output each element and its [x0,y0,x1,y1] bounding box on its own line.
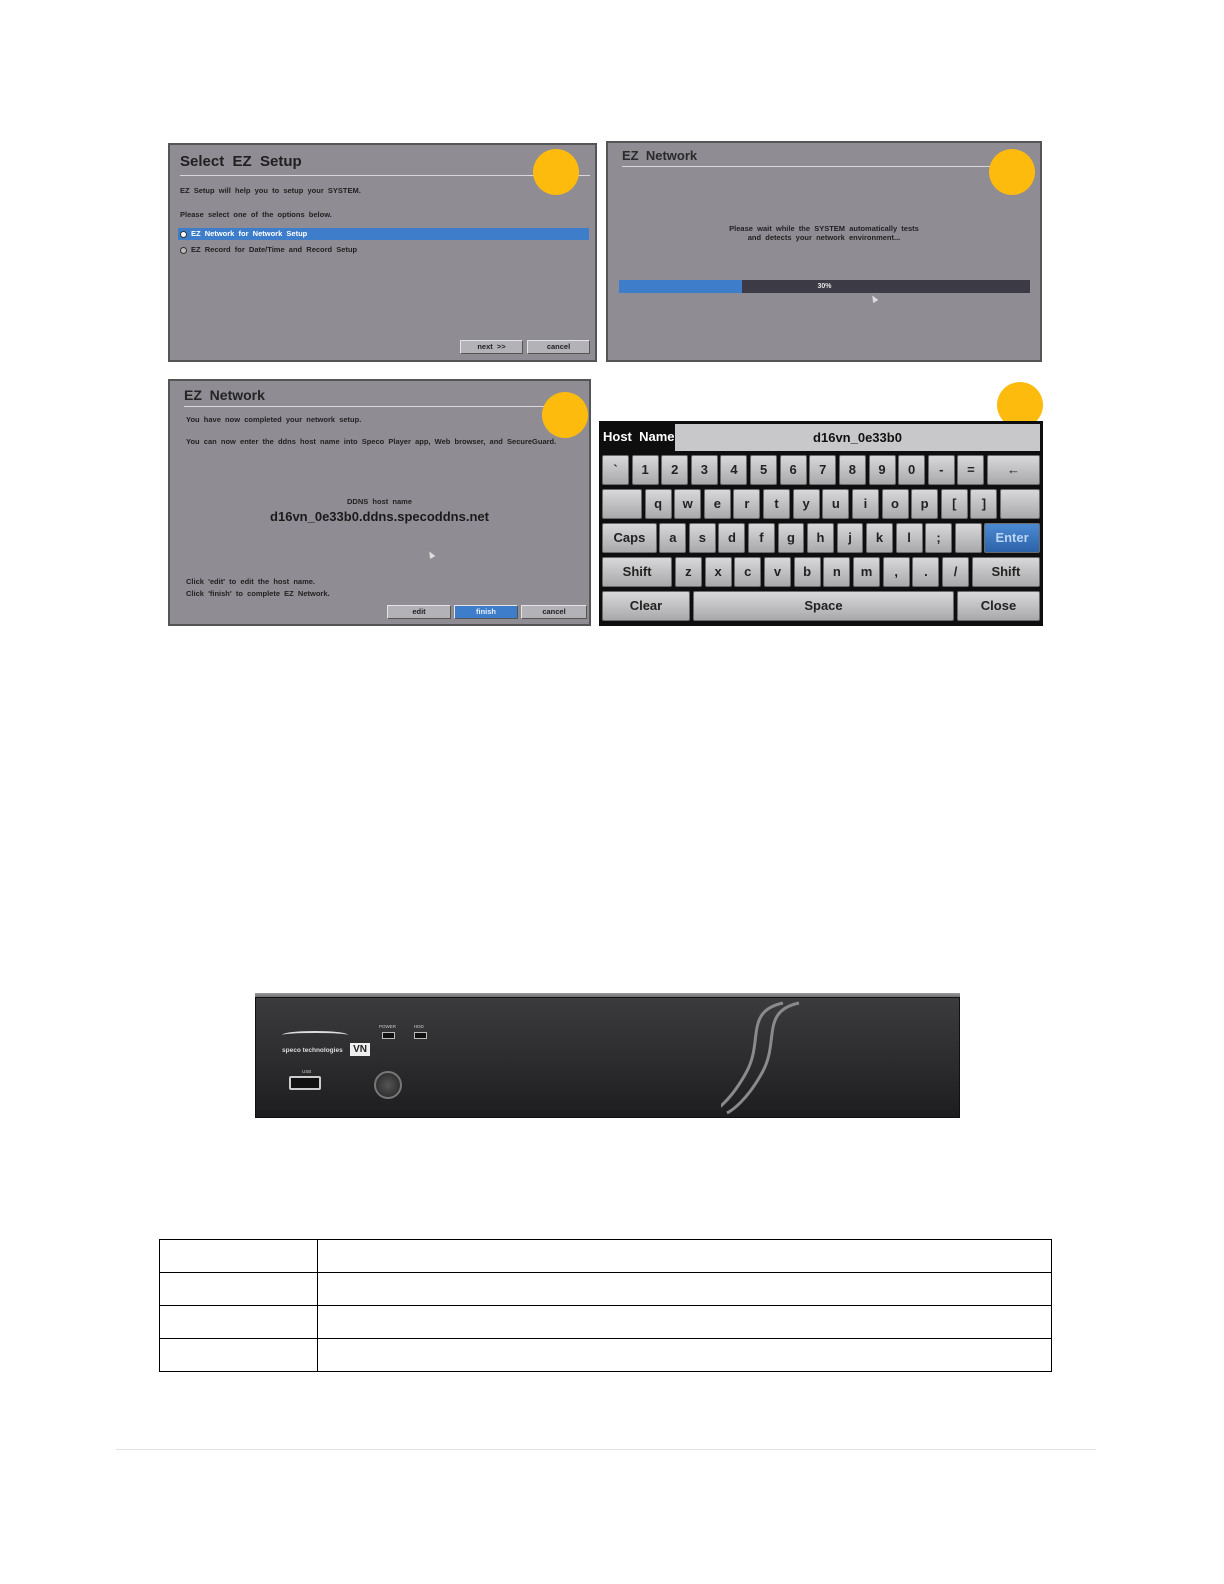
power-led-label: POWER [379,1024,397,1029]
key-caps[interactable]: Caps [602,523,657,553]
key-k[interactable]: k [866,523,893,553]
key-i[interactable]: i [852,489,879,519]
table-cell [318,1306,1052,1339]
table-row [160,1240,1052,1273]
key-period[interactable]: . [912,557,939,587]
key-clear[interactable]: Clear [602,591,690,621]
key-w[interactable]: w [674,489,701,519]
key-h[interactable]: h [807,523,834,553]
brand-swoosh [282,1031,348,1039]
brand-logo [282,1031,370,1057]
table-row [160,1306,1052,1339]
key-backtick[interactable]: ` [602,455,629,485]
panel-title: Select EZ Setup [180,153,302,170]
panel-title: EZ Network [622,148,698,163]
key-s[interactable]: s [689,523,716,553]
option-ez-record[interactable] [178,244,589,256]
key-7[interactable]: 7 [809,455,836,485]
s-curve-emblem [721,1001,811,1116]
key-blank[interactable] [955,523,982,553]
mouse-cursor-icon [427,550,436,559]
key-x[interactable]: x [705,557,732,587]
key-2[interactable]: 2 [661,455,688,485]
option-label: EZ Network for Network Setup [191,229,308,238]
key-p[interactable]: p [911,489,938,519]
cancel-button[interactable]: cancel [527,340,590,354]
select-ez-setup-panel [168,143,597,362]
key-y[interactable]: y [793,489,820,519]
power-led [382,1032,395,1039]
usb-label: USB [302,1069,312,1074]
table-cell [318,1273,1052,1306]
key-m[interactable]: m [853,557,880,587]
host-name-input[interactable]: d16vn_0e33b0 [675,424,1040,451]
step-marker [989,149,1035,195]
key-space[interactable]: Space [693,591,955,621]
prompt-text: Please select one of the options below. [180,210,332,219]
key-l[interactable]: l [896,523,923,553]
key-u[interactable]: u [822,489,849,519]
completed-text: You have now completed your network setup. [186,415,362,424]
key-v[interactable]: v [764,557,791,587]
radio-selected-icon [180,231,187,238]
progress-bar [619,280,1030,293]
next-button[interactable]: next >> [460,340,523,354]
key-4[interactable]: 4 [720,455,747,485]
ez-network-progress-panel [606,141,1042,362]
key-right-bracket[interactable]: ] [970,489,997,519]
hdd-led [414,1032,427,1039]
title-divider [622,166,1032,167]
key-n[interactable]: n [823,557,850,587]
finish-button[interactable]: finish [454,605,518,619]
dvr-front-panel [255,993,960,1118]
host-name-label: Host Name [603,429,675,444]
key-minus[interactable]: - [928,455,955,485]
key-e[interactable]: e [704,489,731,519]
key-9[interactable]: 9 [869,455,896,485]
ez-network-complete-panel [168,379,591,626]
on-screen-keyboard [599,421,1043,626]
key-6[interactable]: 6 [780,455,807,485]
key-o[interactable]: o [882,489,909,519]
key-z[interactable]: z [675,557,702,587]
table-cell [318,1240,1052,1273]
key-g[interactable]: g [778,523,805,553]
option-ez-network[interactable] [178,228,589,240]
key-j[interactable]: j [837,523,864,553]
edit-hint: Click 'edit' to edit the host name. [186,577,316,586]
step-marker [542,392,588,438]
key-shift[interactable]: Shift [972,557,1040,587]
key-t[interactable]: t [763,489,790,519]
key-enter[interactable]: Enter [984,523,1040,553]
usb-port-icon [289,1076,321,1090]
panel-title: EZ Network [184,387,265,403]
key-equals[interactable]: = [957,455,984,485]
spec-table [159,1239,1052,1372]
cancel-button[interactable]: cancel [521,605,587,619]
table-cell [160,1240,318,1273]
ddns-label: DDNS host name [346,497,412,506]
radio-icon [180,247,187,254]
mouse-cursor-icon [870,294,879,303]
table-cell [160,1339,318,1372]
edit-button[interactable]: edit [387,605,451,619]
title-divider [180,175,590,176]
hdd-led-label: HDD [414,1024,424,1029]
wait-message-line2: and detects your network environment... [747,233,901,242]
brand-name: speco technologies [282,1047,343,1054]
table-cell [160,1306,318,1339]
key-r[interactable]: r [733,489,760,519]
finish-hint: Click 'finish' to complete EZ Network. [186,589,330,598]
key-backspace[interactable]: ← [987,455,1040,485]
key-semicolon[interactable]: ; [925,523,952,553]
key-close[interactable]: Close [957,591,1040,621]
key-0[interactable]: 0 [898,455,925,485]
key-8[interactable]: 8 [839,455,866,485]
table-cell [160,1273,318,1306]
table-row [160,1339,1052,1372]
dvr-body [255,997,960,1118]
lock-icon [374,1071,402,1099]
key-b[interactable]: b [794,557,821,587]
key-f[interactable]: f [748,523,775,553]
key-d[interactable]: d [718,523,745,553]
step-marker [533,149,579,195]
key-shift[interactable]: Shift [602,557,672,587]
key-blank[interactable] [602,489,642,519]
model-badge: VN [350,1043,370,1056]
ddns-host-name: d16vn_0e33b0.ddns.specoddns.net [270,509,489,524]
instructions-text: You can now enter the ddns host name into Speco Player app, Web browser, and SecureGuard. [186,437,557,446]
wait-message-line1: Please wait while the SYSTEM automatically tests [729,224,919,233]
key-a[interactable]: a [659,523,686,553]
option-label: EZ Record for Date/Time and Record Setup [191,245,358,254]
key-1[interactable]: 1 [632,455,659,485]
title-divider [184,406,582,407]
key-5[interactable]: 5 [750,455,777,485]
key-c[interactable]: c [734,557,761,587]
table-row [160,1273,1052,1306]
key-slash[interactable]: / [942,557,969,587]
key-blank[interactable] [1000,489,1040,519]
progress-text: 30% [817,283,832,290]
key-left-bracket[interactable]: [ [941,489,968,519]
intro-text: EZ Setup will help you to setup your SYSTEM. [180,186,361,195]
footer-divider [116,1449,1096,1450]
key-3[interactable]: 3 [691,455,718,485]
key-q[interactable]: q [645,489,672,519]
table-cell [318,1339,1052,1372]
key-comma[interactable]: , [883,557,910,587]
